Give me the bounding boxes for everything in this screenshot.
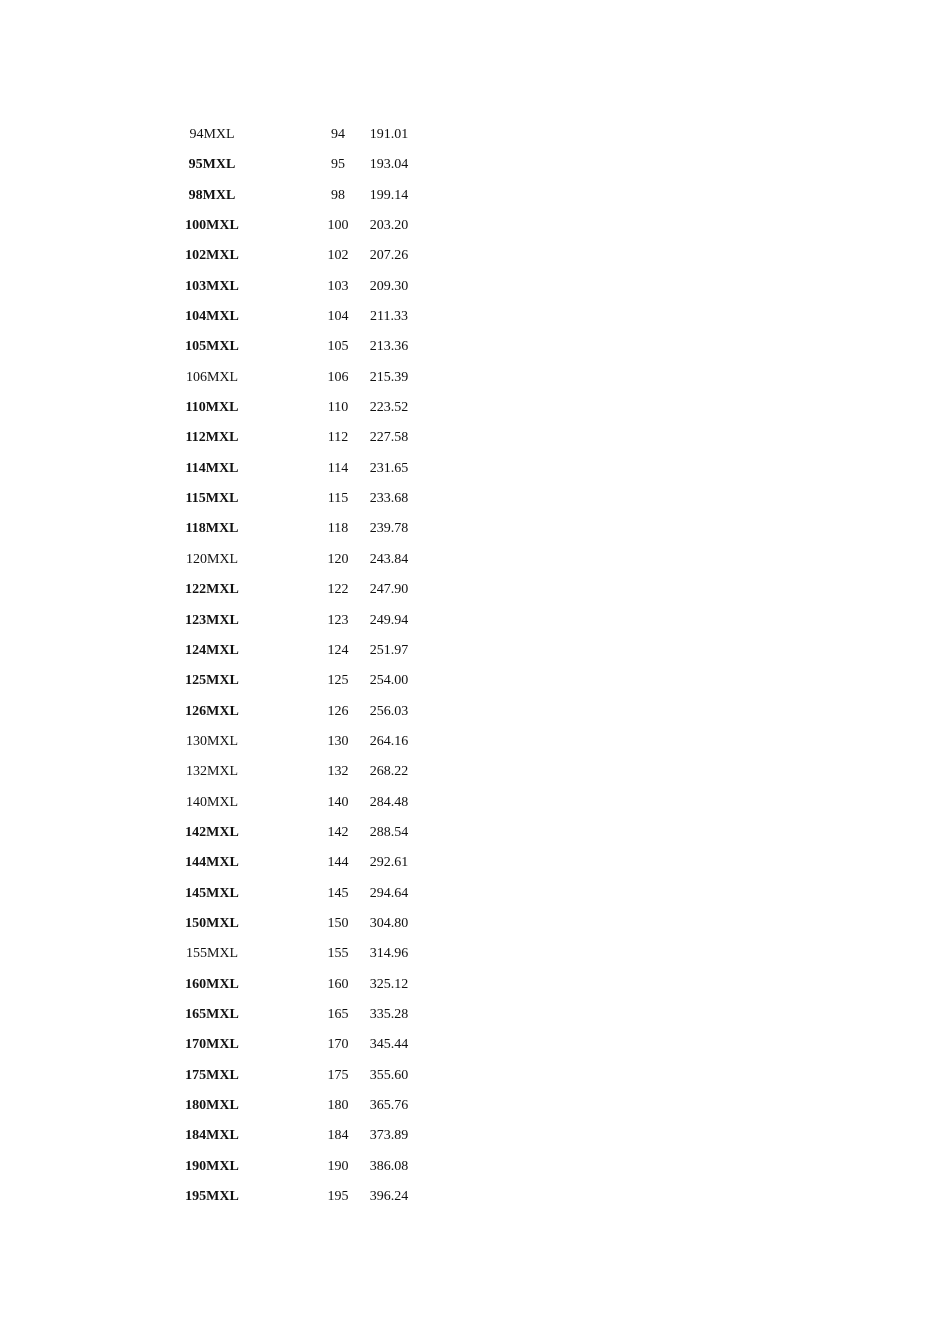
teeth-count-cell: 126 [327, 703, 349, 719]
table-row [160, 880, 430, 910]
teeth-count-cell: 184 [327, 1128, 349, 1144]
table-row [160, 1122, 430, 1152]
teeth-count-cell: 118 [327, 521, 349, 537]
length-cell: 335.28 [369, 1006, 409, 1022]
table-row [160, 849, 430, 879]
length-cell: 268.22 [369, 764, 409, 780]
teeth-count-cell: 175 [327, 1067, 349, 1083]
length-cell: 396.24 [369, 1189, 409, 1205]
part-number-cell: 180MXL [185, 1098, 239, 1113]
part-number-cell: 170MXL [185, 1037, 239, 1053]
table-row [160, 303, 430, 333]
length-cell: 249.94 [369, 612, 409, 628]
table-row [160, 758, 430, 788]
part-number-cell: 106MXL [185, 369, 239, 385]
teeth-count-cell: 94 [331, 127, 345, 142]
table-row [160, 940, 430, 970]
table-row [160, 971, 430, 1001]
table-row [160, 667, 430, 697]
teeth-count-cell: 130 [327, 733, 349, 749]
table-row [160, 242, 430, 272]
teeth-count-cell: 155 [327, 946, 349, 962]
table-row [160, 819, 430, 849]
length-cell: 191.01 [369, 127, 409, 142]
length-cell: 284.48 [369, 794, 409, 810]
length-cell: 213.36 [369, 339, 409, 355]
teeth-count-cell: 165 [327, 1006, 349, 1022]
part-number-cell: 95MXL [188, 157, 236, 173]
part-number-cell: 165MXL [185, 1006, 239, 1022]
part-number-cell: 160MXL [185, 976, 239, 992]
table-row [160, 212, 430, 242]
length-cell: 233.68 [369, 491, 409, 507]
teeth-count-cell: 103 [327, 278, 349, 294]
table-row [160, 1031, 430, 1061]
length-cell: 386.08 [369, 1158, 409, 1174]
teeth-count-cell: 144 [327, 855, 349, 871]
table-row [160, 1183, 430, 1213]
part-number-cell: 100MXL [185, 218, 239, 234]
teeth-count-cell: 95 [331, 157, 345, 173]
table-row [160, 1001, 430, 1031]
length-cell: 209.30 [369, 278, 409, 294]
teeth-count-cell: 195 [327, 1189, 349, 1205]
table-row [160, 1153, 430, 1183]
teeth-count-cell: 170 [327, 1037, 349, 1053]
teeth-count-cell: 160 [327, 976, 349, 992]
part-number-cell: 110MXL [185, 400, 239, 416]
table-row [160, 607, 430, 637]
length-cell: 256.03 [369, 703, 409, 719]
part-number-cell: 175MXL [185, 1067, 239, 1083]
part-number-cell: 120MXL [185, 551, 239, 567]
table-row [160, 364, 430, 394]
table-row [160, 637, 430, 667]
length-cell: 292.61 [369, 855, 409, 871]
part-number-cell: 115MXL [185, 491, 239, 507]
table-row [160, 1062, 430, 1092]
length-cell: 355.60 [369, 1067, 409, 1083]
part-number-cell: 190MXL [185, 1158, 239, 1174]
length-cell: 254.00 [369, 673, 409, 689]
teeth-count-cell: 132 [327, 764, 349, 780]
part-number-cell: 142MXL [185, 824, 239, 840]
part-number-cell: 102MXL [185, 248, 239, 264]
teeth-count-cell: 140 [327, 794, 349, 810]
length-cell: 199.14 [369, 187, 409, 203]
part-number-cell: 118MXL [185, 521, 239, 537]
table-row [160, 910, 430, 940]
teeth-count-cell: 123 [327, 612, 349, 628]
length-cell: 207.26 [369, 248, 409, 264]
length-cell: 294.64 [369, 885, 409, 901]
belt-size-table [160, 121, 430, 1213]
part-number-cell: 94MXL [189, 127, 235, 142]
part-number-cell: 184MXL [185, 1128, 239, 1144]
length-cell: 239.78 [369, 521, 409, 537]
part-number-cell: 98MXL [188, 187, 236, 203]
table-row [160, 546, 430, 576]
part-number-cell: 132MXL [185, 764, 239, 780]
table-row [160, 1092, 430, 1122]
part-number-cell: 124MXL [185, 642, 239, 658]
table-row [160, 273, 430, 303]
part-number-cell: 144MXL [185, 855, 239, 871]
teeth-count-cell: 114 [327, 460, 349, 476]
length-cell: 304.80 [369, 915, 409, 931]
table-row [160, 455, 430, 485]
teeth-count-cell: 150 [327, 915, 349, 931]
part-number-cell: 114MXL [185, 460, 239, 476]
length-cell: 251.97 [369, 642, 409, 658]
teeth-count-cell: 112 [327, 430, 349, 446]
table-row [160, 789, 430, 819]
length-cell: 215.39 [369, 369, 409, 385]
length-cell: 193.04 [369, 157, 409, 173]
table-row [160, 182, 430, 212]
length-cell: 365.76 [369, 1098, 409, 1113]
part-number-cell: 195MXL [185, 1189, 239, 1205]
length-cell: 231.65 [369, 460, 409, 476]
part-number-cell: 125MXL [185, 673, 239, 689]
part-number-cell: 140MXL [185, 794, 239, 810]
table-row [160, 728, 430, 758]
teeth-count-cell: 145 [327, 885, 349, 901]
teeth-count-cell: 115 [327, 491, 349, 507]
table-row [160, 394, 430, 424]
length-cell: 264.16 [369, 733, 409, 749]
teeth-count-cell: 142 [327, 824, 349, 840]
table-row [160, 515, 430, 545]
table-row [160, 121, 430, 151]
length-cell: 325.12 [369, 976, 409, 992]
part-number-cell: 126MXL [185, 703, 239, 719]
teeth-count-cell: 120 [327, 551, 349, 567]
teeth-count-cell: 122 [327, 582, 349, 598]
length-cell: 223.52 [369, 400, 409, 416]
teeth-count-cell: 98 [331, 187, 345, 203]
length-cell: 345.44 [369, 1037, 409, 1053]
table-row [160, 424, 430, 454]
part-number-cell: 155MXL [185, 946, 239, 962]
teeth-count-cell: 100 [327, 218, 349, 234]
table-row [160, 698, 430, 728]
part-number-cell: 123MXL [185, 612, 239, 628]
length-cell: 227.58 [369, 430, 409, 446]
length-cell: 288.54 [369, 824, 409, 840]
part-number-cell: 122MXL [185, 582, 239, 598]
teeth-count-cell: 190 [327, 1158, 349, 1174]
part-number-cell: 130MXL [185, 733, 239, 749]
length-cell: 314.96 [369, 946, 409, 962]
teeth-count-cell: 102 [327, 248, 349, 264]
length-cell: 211.33 [370, 309, 408, 325]
length-cell: 373.89 [369, 1128, 409, 1144]
part-number-cell: 150MXL [185, 915, 239, 931]
table-row [160, 333, 430, 363]
teeth-count-cell: 105 [327, 339, 349, 355]
teeth-count-cell: 106 [327, 369, 349, 385]
teeth-count-cell: 104 [327, 309, 349, 325]
table-row [160, 151, 430, 181]
length-cell: 203.20 [369, 218, 409, 234]
teeth-count-cell: 180 [327, 1098, 349, 1113]
part-number-cell: 104MXL [185, 309, 239, 325]
part-number-cell: 145MXL [185, 885, 239, 901]
part-number-cell: 105MXL [185, 339, 239, 355]
teeth-count-cell: 110 [327, 400, 349, 416]
teeth-count-cell: 124 [327, 642, 349, 658]
length-cell: 243.84 [369, 551, 409, 567]
table-row [160, 485, 430, 515]
teeth-count-cell: 125 [327, 673, 349, 689]
part-number-cell: 103MXL [185, 278, 239, 294]
part-number-cell: 112MXL [185, 430, 239, 446]
table-row [160, 576, 430, 606]
length-cell: 247.90 [369, 582, 409, 598]
